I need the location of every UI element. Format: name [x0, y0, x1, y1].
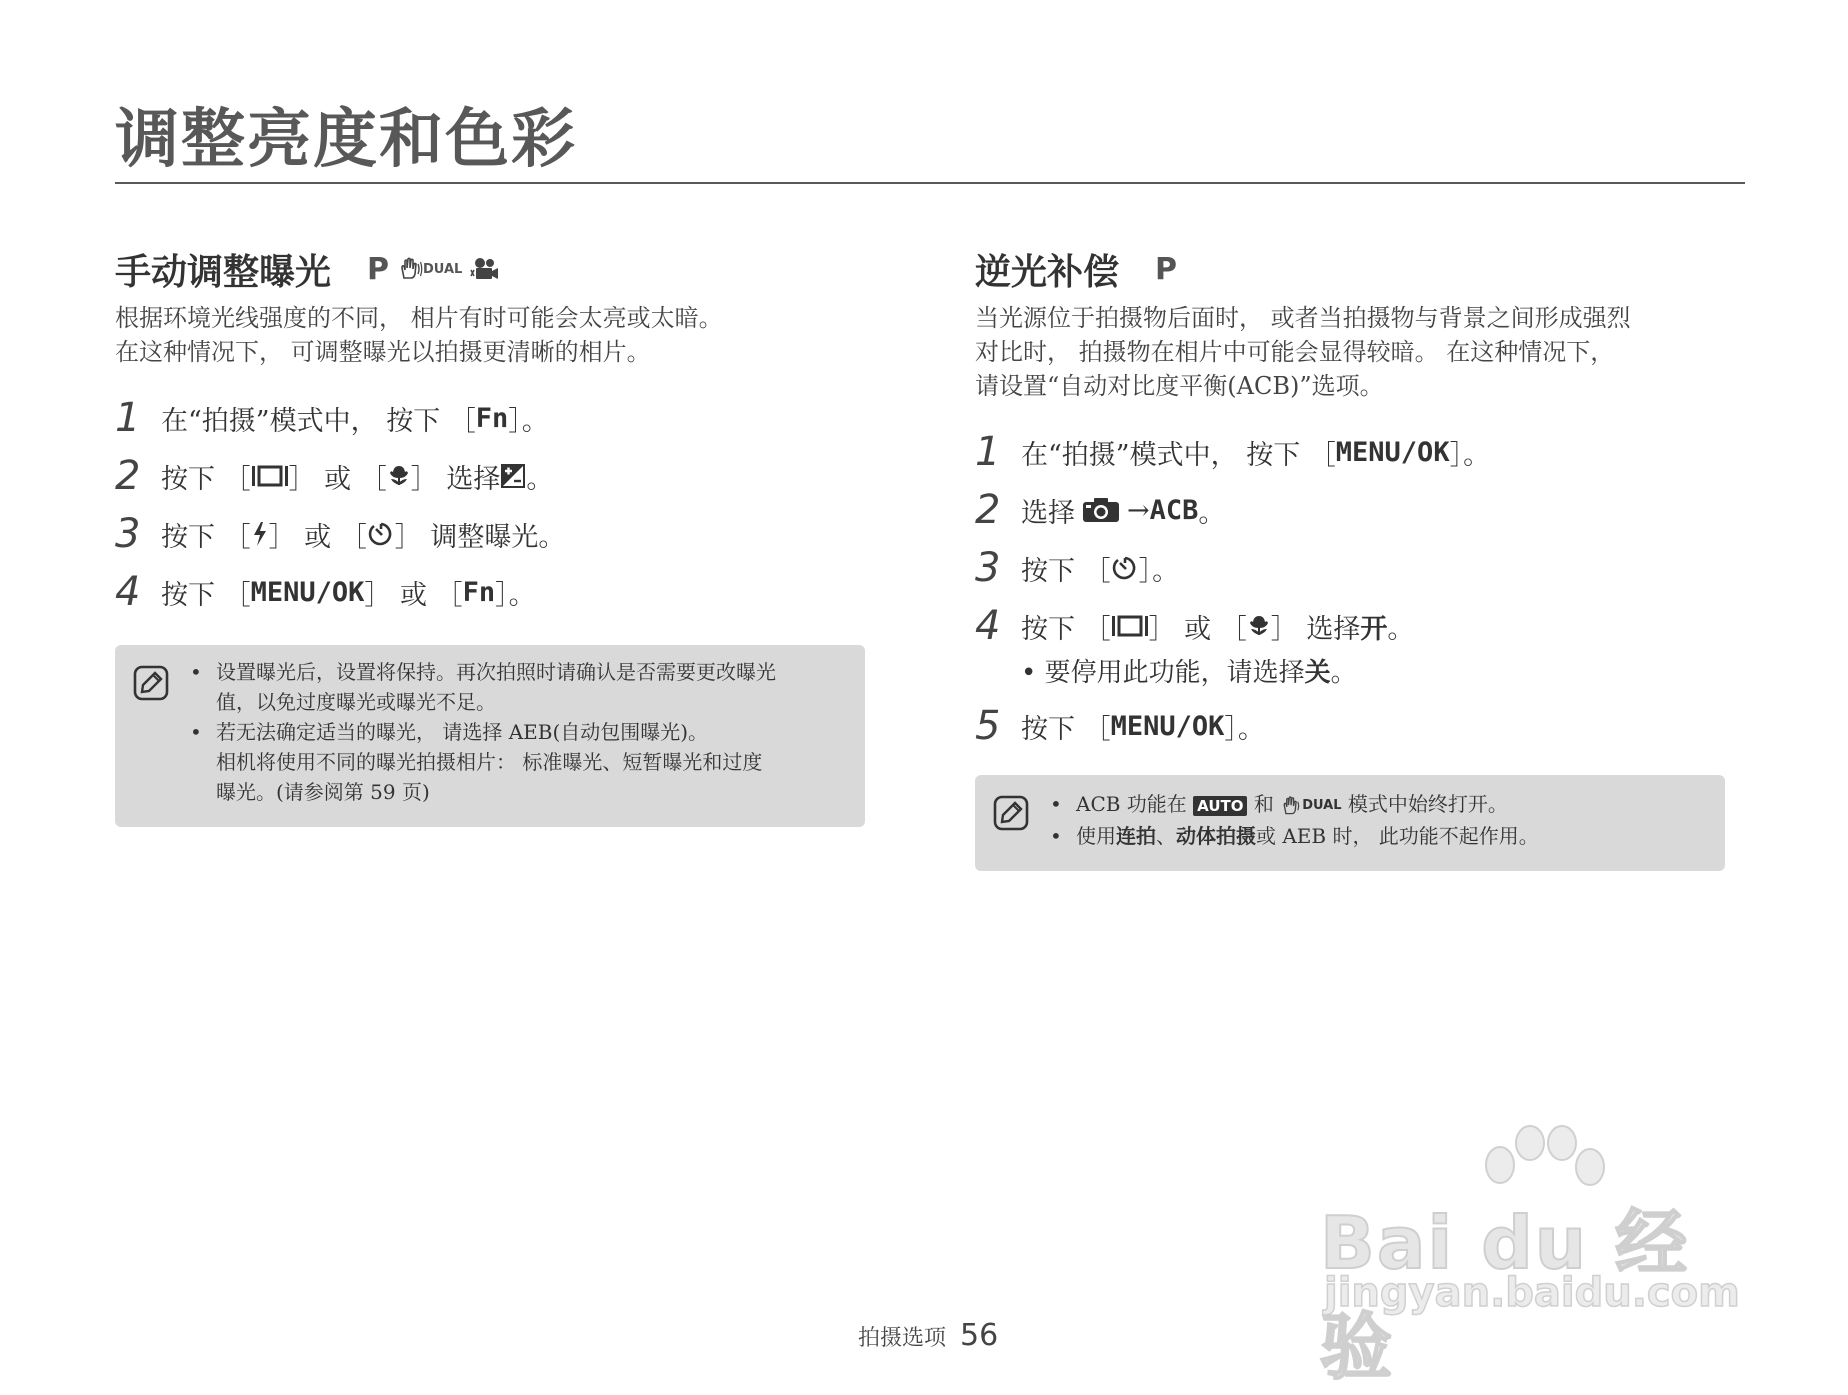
- intro-text: [975, 301, 1735, 403]
- step-text-part: ］。: [1224, 713, 1265, 745]
- step-text-part: ］ 或 ［: [288, 463, 387, 495]
- step-5: [975, 697, 1735, 755]
- step-number: 3: [115, 511, 141, 557]
- step-text: [161, 399, 549, 438]
- steps-list: [975, 423, 1735, 755]
- baidu-watermark: [1320, 1125, 1760, 1389]
- step-3: [115, 505, 875, 563]
- note-text: ACB 功能在: [1076, 792, 1194, 816]
- intro-text: [115, 301, 875, 369]
- note-item: [1050, 789, 1539, 821]
- step-text-part: ］ 或 ［: [268, 521, 367, 553]
- step-text-part: 。: [526, 463, 554, 495]
- flash-icon: [251, 521, 269, 547]
- movie-mode-icon: [470, 256, 500, 282]
- watermark-main: Bai du 经验: [1320, 1201, 1690, 1389]
- step-text-part: 按下 ［: [161, 579, 251, 611]
- note-line: 若无法确定适当的曝光， 请选择 AEB(自动包围曝光)。: [216, 720, 709, 744]
- note-list: [1050, 789, 1539, 851]
- title-rule: [115, 182, 1745, 184]
- intro-line: 请设置“自动对比度平衡(ACB)”选项。: [975, 372, 1384, 400]
- step-text-part: 按下 ［: [161, 463, 251, 495]
- step-text-part: 。: [1387, 613, 1415, 645]
- off-option-label: 关: [1304, 658, 1331, 688]
- camera-icon: [1081, 496, 1121, 524]
- exposure-compensation-icon: [500, 463, 526, 489]
- note-line: 值，以免过度曝光或曝光不足。: [216, 690, 496, 714]
- on-option-label: 开: [1360, 613, 1388, 645]
- step-number: 4: [975, 603, 1001, 649]
- step-text: [161, 573, 536, 612]
- step-text-part: ］。: [508, 405, 549, 437]
- note-text: 或 AEB 时， 此功能不起作用。: [1256, 823, 1539, 848]
- step-text-part: 在“拍摄”模式中， 按下 ［: [161, 405, 476, 437]
- auto-mode-icon: AUTO: [1193, 796, 1247, 816]
- step-4: [115, 563, 875, 621]
- section-backlight-compensation: [975, 245, 1735, 755]
- timer-icon: [1111, 554, 1139, 582]
- watermark-sub: jingyan.baidu.com: [1324, 1270, 1740, 1316]
- step-text: [161, 515, 565, 554]
- dual-label: DUAL: [1302, 797, 1342, 813]
- menu-ok-key-label: MENU/OK: [1335, 436, 1450, 468]
- section-header: [115, 245, 875, 293]
- motion-capture-label: 动体拍摄: [1176, 823, 1256, 848]
- step-text-part: ］ 或 ［: [1148, 613, 1247, 645]
- step-text-part: 按下 ［: [1021, 613, 1111, 645]
- step-1: [975, 423, 1735, 481]
- step-4-sub-bullet: • 要停用此功能，请选择关。: [1021, 658, 1357, 688]
- note-item: [190, 717, 776, 807]
- step-text-part: 选择: [1021, 497, 1075, 529]
- section-manual-exposure: [115, 245, 875, 621]
- fn-key-label: Fn: [462, 576, 496, 608]
- step-text-part: 按下 ［: [161, 521, 251, 553]
- note-line: 曝光。(请参阅第 59 页): [216, 780, 430, 804]
- display-button-icon: [251, 463, 289, 489]
- display-button-icon: [1111, 613, 1149, 639]
- steps-list: [115, 389, 875, 621]
- step-text-part: ］。: [1138, 555, 1180, 587]
- step-text: [1021, 607, 1414, 646]
- intro-line: 当光源位于拍摄物后面时， 或者当拍摄物与背景之间形成强烈: [975, 304, 1631, 332]
- intro-line: 在这种情况下， 可调整曝光以拍摄更清晰的相片。: [115, 338, 651, 366]
- mode-icons: [367, 252, 500, 287]
- note-item: [1050, 821, 1539, 851]
- note-text: 、: [1156, 823, 1176, 848]
- step-2: [115, 447, 875, 505]
- step-number: 1: [975, 429, 1001, 475]
- step-text-part: ］ 或 ［: [364, 579, 463, 611]
- menu-ok-key-label: MENU/OK: [1110, 710, 1225, 742]
- note-pencil-icon: [993, 795, 1029, 831]
- note-box: [115, 645, 865, 827]
- note-text: 和: [1247, 792, 1281, 816]
- step-number: 2: [975, 487, 1001, 533]
- step-text-part: 按下 ［: [1021, 713, 1111, 745]
- step-3: [975, 539, 1735, 597]
- footer-section-label: 拍摄选项: [858, 1326, 947, 1351]
- note-pencil-icon: [133, 665, 169, 701]
- step-number: 1: [115, 395, 141, 441]
- fn-key-label: Fn: [475, 402, 509, 434]
- intro-line: 对比时， 拍摄物在相片中可能会显得较暗。 在这种情况下，: [975, 338, 1615, 366]
- dual-is-icon: [397, 256, 462, 282]
- dual-label: DUAL: [423, 261, 463, 277]
- step-text-part: 按下 ［: [1021, 555, 1111, 587]
- step-text-part: 在“拍摄”模式中， 按下 ［: [1021, 439, 1336, 471]
- step-text-part: →: [1127, 494, 1150, 526]
- step-text: [1021, 491, 1225, 530]
- mode-icons: [1155, 252, 1177, 287]
- intro-line: 根据环境光线强度的不同， 相片有时可能会太亮或太暗。: [115, 304, 723, 332]
- program-mode-icon: P: [1155, 251, 1178, 287]
- note-list: [190, 657, 776, 807]
- section-title: 逆光补偿: [975, 251, 1120, 293]
- note-box: [975, 775, 1725, 871]
- step-text: [1021, 549, 1179, 588]
- sub-bullet-text: 。: [1330, 658, 1357, 688]
- timer-icon: [367, 520, 395, 548]
- acb-key-label: ACB: [1149, 494, 1199, 526]
- step-text: [161, 457, 553, 496]
- note-text: 模式中始终打开。: [1341, 792, 1508, 816]
- step-number: 4: [115, 569, 141, 615]
- section-header: [975, 245, 1735, 293]
- note-item: [190, 657, 776, 717]
- macro-flower-icon: [387, 463, 411, 489]
- page-footer: [858, 1318, 998, 1353]
- note-line: 相机将使用不同的曝光拍摄相片： 标准曝光、短暂曝光和过度: [216, 750, 763, 774]
- dual-is-icon: [1280, 791, 1341, 821]
- step-number: 3: [975, 545, 1001, 591]
- step-number: 2: [115, 453, 141, 499]
- step-text-part: ］ 调整曝光。: [394, 521, 566, 553]
- macro-flower-icon: [1247, 613, 1271, 639]
- step-text-part: ］。: [1449, 439, 1491, 471]
- step-text: [1021, 433, 1490, 472]
- step-text-part: 。: [1198, 497, 1226, 529]
- note-line: 设置曝光后，设置将保持。再次拍照时请确认是否需要更改曝光: [216, 660, 776, 684]
- page-number: 56: [960, 1318, 999, 1353]
- note-text: 使用: [1076, 823, 1116, 848]
- step-1: [115, 389, 875, 447]
- step-4: [975, 597, 1735, 655]
- step-text-part: ］。: [495, 579, 536, 611]
- section-title: 手动调整曝光: [115, 251, 332, 293]
- step-text: [1021, 707, 1265, 746]
- sub-bullet-text: 要停用此功能，请选择: [1044, 658, 1305, 688]
- page-title: 调整亮度和色彩: [115, 103, 577, 177]
- continuous-shot-label: 连拍: [1116, 823, 1156, 848]
- program-mode-icon: P: [367, 251, 390, 287]
- step-text-part: ］ 选择: [410, 463, 501, 495]
- step-2: [975, 481, 1735, 539]
- menu-ok-key-label: MENU/OK: [250, 576, 365, 608]
- step-text-part: ］ 选择: [1270, 613, 1361, 645]
- step-number: 5: [975, 703, 1001, 749]
